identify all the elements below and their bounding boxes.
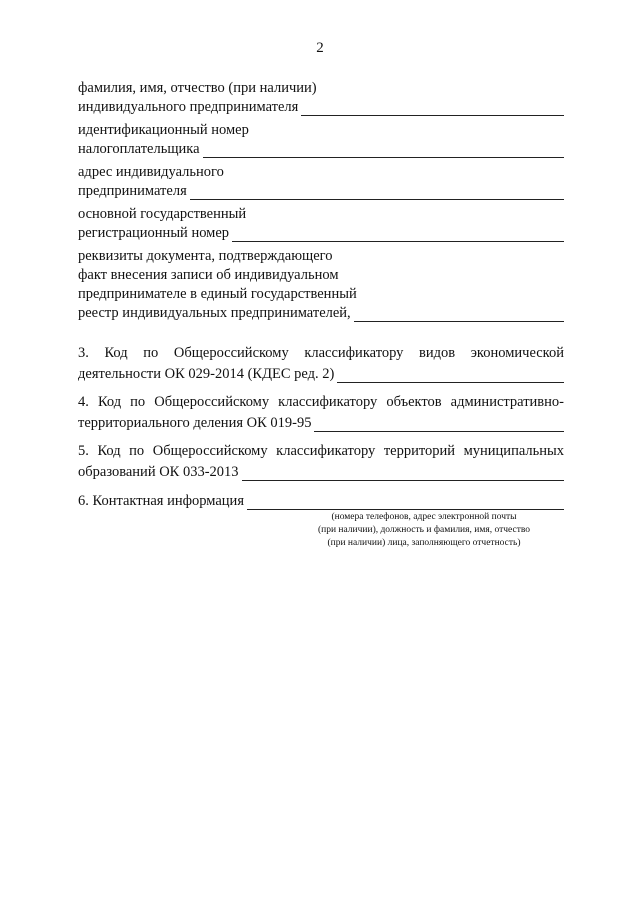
field-label-line: реквизиты документа, подтверждающего — [78, 248, 333, 264]
contact-hint — [293, 511, 555, 550]
spacer — [78, 326, 564, 343]
section-label: деятельности ОК 029-2014 (КДЕС ред. 2) — [78, 366, 335, 382]
contact-blank[interactable] — [247, 495, 564, 510]
section-oktmo — [78, 441, 564, 481]
field-label-line: предпринимателе в единый государственный — [78, 286, 357, 302]
field-label-line: адрес индивидуального — [78, 164, 224, 180]
registry-document-blank[interactable] — [354, 307, 564, 322]
field-input-line — [78, 223, 564, 242]
inn-blank[interactable] — [203, 143, 564, 158]
field-label: предпринимателя — [78, 183, 187, 199]
ogrn-blank[interactable] — [232, 227, 564, 242]
hint-line: (номера телефонов, адрес электронной почты — [331, 512, 517, 522]
field-label: реестр индивидуальных предпринимателей, — [78, 305, 351, 321]
field-input-line — [78, 181, 564, 200]
field-label-line: фамилия, имя, отчество (при наличии) — [78, 80, 317, 96]
section-input-line — [78, 363, 564, 383]
form-content — [78, 78, 564, 559]
page-number: 2 — [316, 40, 324, 56]
hint-line: (при наличии) лица, заполняющего отчетность) — [327, 538, 521, 548]
okved-blank[interactable] — [337, 368, 564, 383]
field-label-line: идентификационный номер — [78, 122, 249, 138]
field-label: налогоплательщика — [78, 141, 200, 157]
section-first-line: 4. Код по Общероссийскому классификатору объектов административно- — [78, 394, 564, 410]
field-input-line — [78, 139, 564, 158]
field-label: индивидуального предпринимателя — [78, 99, 299, 115]
section-input-line — [78, 461, 564, 481]
full-name-blank[interactable] — [301, 101, 564, 116]
field-address — [78, 162, 564, 200]
section-label: 6. Контактная информация — [78, 493, 244, 509]
field-input-line — [78, 97, 564, 116]
section-first-line: 5. Код по Общероссийскому классификатору территорий муниципальных — [78, 443, 564, 459]
field-inn — [78, 120, 564, 158]
section-label: территориального деления ОК 019-95 — [78, 415, 312, 431]
field-label: регистрационный номер — [78, 225, 230, 241]
field-ogrn — [78, 204, 564, 242]
section-input-line — [78, 412, 564, 432]
field-label-line: основной государственный — [78, 206, 247, 222]
section-first-line: 3. Код по Общероссийскому классификатору видов экономической — [78, 345, 564, 361]
hint-line: (при наличии), должность и фамилия, имя, отчество — [317, 525, 531, 535]
section-okved — [78, 343, 564, 383]
address-blank[interactable] — [190, 185, 564, 200]
field-input-line — [78, 303, 564, 322]
okato-blank[interactable] — [314, 417, 564, 432]
section-contact — [78, 490, 564, 550]
field-registry-document — [78, 246, 564, 322]
section-label: образований ОК 033-2013 — [78, 464, 239, 480]
oktmo-blank[interactable] — [242, 466, 564, 481]
section-okato — [78, 392, 564, 432]
field-label-line: факт внесения записи об индивидуальном — [78, 267, 339, 283]
field-full-name — [78, 78, 564, 116]
section-input-line — [78, 490, 564, 510]
